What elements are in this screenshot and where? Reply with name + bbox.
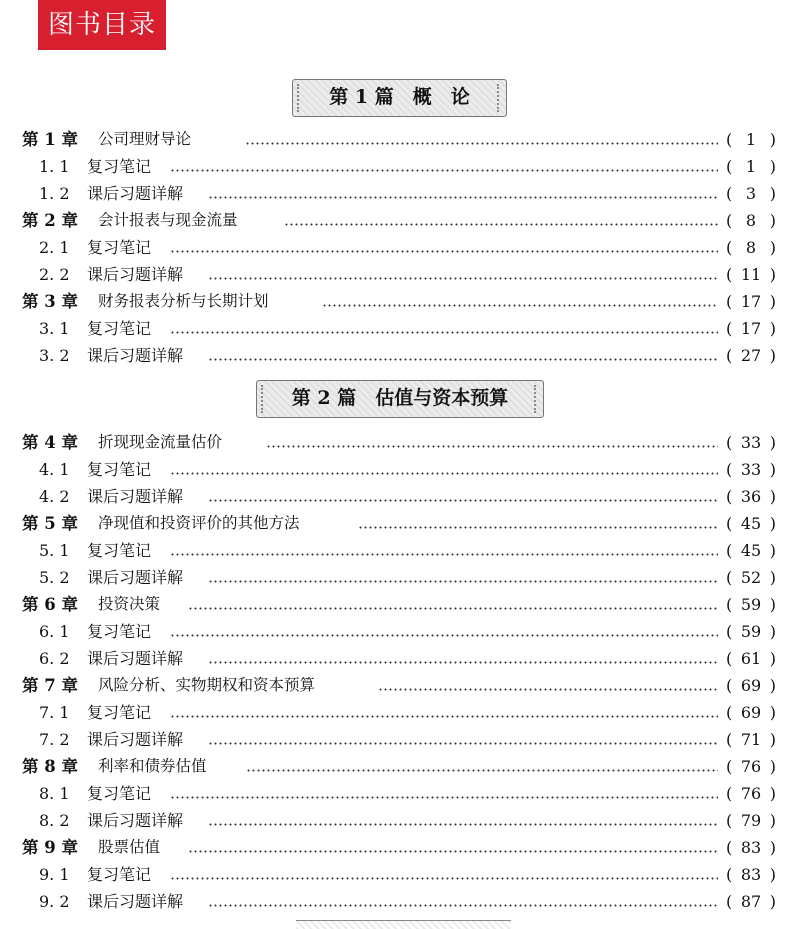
dot-leader xyxy=(170,877,718,880)
toc-section-row[interactable]: 1. 1 复习笔记 ( 1 ) xyxy=(0,153,790,180)
toc-section-row[interactable]: 2. 1 复习笔记 ( 8 ) xyxy=(0,234,790,261)
toc-section-row[interactable]: 7. 2 课后习题详解 ( 71 ) xyxy=(0,726,790,753)
section-number: 4. 2 xyxy=(39,487,70,506)
section-number: 2. 1 xyxy=(39,238,70,257)
dot-leader xyxy=(170,169,718,172)
dot-leader xyxy=(208,823,718,826)
toc-chapter-row[interactable]: 第 7 章 风险分析、实物期权和资本预算 ( 69 ) xyxy=(0,672,790,699)
part-banner-title: 第 2 篇 估值与资本预算 xyxy=(291,387,509,409)
section-number: 6. 1 xyxy=(39,622,70,641)
chapter-title: 利率和债券估值 xyxy=(98,757,207,775)
section-number: 1. 1 xyxy=(39,157,70,176)
toc-section-row[interactable]: 3. 2 课后习题详解 ( 27 ) xyxy=(0,342,790,369)
section-number: 8. 1 xyxy=(39,784,70,803)
section-number: 8. 2 xyxy=(39,811,70,830)
section-number: 5. 1 xyxy=(39,541,70,560)
dot-leader xyxy=(170,796,718,799)
toc-section-row[interactable]: 5. 1 复习笔记 ( 45 ) xyxy=(0,537,790,564)
section-number: 5. 2 xyxy=(39,568,70,587)
dot-leader xyxy=(208,196,718,199)
toc-section-row[interactable]: 5. 2 课后习题详解 ( 52 ) xyxy=(0,564,790,591)
toc-section-row[interactable]: 6. 1 复习笔记 ( 59 ) xyxy=(0,618,790,645)
toc-section-row[interactable]: 2. 2 课后习题详解 ( 11 ) xyxy=(0,261,790,288)
dot-leader xyxy=(208,499,718,502)
dot-leader xyxy=(358,526,718,529)
section-number: 1. 2 xyxy=(39,184,70,203)
dot-leader xyxy=(170,553,718,556)
toc-section-row[interactable]: 8. 2 课后习题详解 ( 79 ) xyxy=(0,807,790,834)
toc-chapter-row[interactable]: 第 8 章 利率和债券估值 ( 76 ) xyxy=(0,753,790,780)
chapter-title: 公司理财导论 xyxy=(98,130,192,148)
toc-section-row[interactable]: 7. 1 复习笔记 ( 69 ) xyxy=(0,699,790,726)
chapter-number: 第 3 章 xyxy=(22,292,78,311)
dot-leader xyxy=(170,250,718,253)
dot-leader xyxy=(170,331,718,334)
chapter-number: 第 2 章 xyxy=(22,211,78,230)
chapter-number: 第 7 章 xyxy=(22,676,78,695)
section-title: 复习笔记 xyxy=(87,157,152,176)
toc-chapter-row[interactable]: 第 1 章 公司理财导论 ( 1 ) xyxy=(0,126,790,153)
section-title: 课后习题详解 xyxy=(87,184,184,203)
chapter-title: 财务报表分析与长期计划 xyxy=(98,292,269,310)
section-number: 9. 1 xyxy=(39,865,70,884)
toc-chapter-row[interactable]: 第 6 章 投资决策 ( 59 ) xyxy=(0,591,790,618)
section-number: 7. 2 xyxy=(39,730,70,749)
section-title: 课后习题详解 xyxy=(87,568,184,587)
dot-leader xyxy=(266,445,718,448)
section-number: 4. 1 xyxy=(39,460,70,479)
dot-leader xyxy=(208,580,718,583)
section-title: 复习笔记 xyxy=(87,622,152,641)
section-title: 复习笔记 xyxy=(87,238,152,257)
toc-chapter-row[interactable]: 第 3 章 财务报表分析与长期计划 ( 17 ) xyxy=(0,288,790,315)
dot-leader xyxy=(208,277,718,280)
section-title: 复习笔记 xyxy=(87,541,152,560)
section-number: 6. 2 xyxy=(39,649,70,668)
section-title: 复习笔记 xyxy=(87,319,152,338)
part-banner xyxy=(292,79,507,117)
chapter-number: 第 1 章 xyxy=(22,130,78,149)
section-title: 课后习题详解 xyxy=(87,811,184,830)
dot-leader xyxy=(246,769,718,772)
dot-leader xyxy=(284,223,718,226)
toc-chapter-row[interactable]: 第 2 章 会计报表与现金流量 ( 8 ) xyxy=(0,207,790,234)
dot-leader xyxy=(245,142,718,145)
toc-chapter-row[interactable]: 第 4 章 折现现金流量估价 ( 33 ) xyxy=(0,429,790,456)
dot-leader xyxy=(322,304,718,307)
dot-leader xyxy=(170,634,718,637)
toc-section-row[interactable]: 6. 2 课后习题详解 ( 61 ) xyxy=(0,645,790,672)
section-number: 3. 2 xyxy=(39,346,70,365)
dot-leader xyxy=(188,850,718,853)
header-label: 图书目录 xyxy=(47,10,156,40)
chapter-title: 股票估值 xyxy=(98,838,161,856)
dot-leader xyxy=(378,688,718,691)
toc-section-row[interactable]: 8. 1 复习笔记 ( 76 ) xyxy=(0,780,790,807)
section-number: 9. 2 xyxy=(39,892,70,911)
dot-leader xyxy=(170,472,718,475)
section-title: 复习笔记 xyxy=(87,865,152,884)
section-number: 2. 2 xyxy=(39,265,70,284)
toc-section-row[interactable]: 1. 2 课后习题详解 ( 3 ) xyxy=(0,180,790,207)
header-tab xyxy=(38,0,166,50)
section-title: 复习笔记 xyxy=(87,784,152,803)
chapter-title: 风险分析、实物期权和资本预算 xyxy=(98,676,316,694)
toc-section-row[interactable]: 9. 2 课后习题详解 ( 87 ) xyxy=(0,888,790,915)
part-banner-title: 第 1 篇 概 论 xyxy=(329,86,470,108)
section-title: 课后习题详解 xyxy=(87,487,184,506)
chapter-title: 会计报表与现金流量 xyxy=(98,211,238,229)
dot-leader xyxy=(208,661,718,664)
section-title: 课后习题详解 xyxy=(87,649,184,668)
chapter-number: 第 6 章 xyxy=(22,595,78,614)
section-number: 7. 1 xyxy=(39,703,70,722)
chapter-title: 投资决策 xyxy=(98,595,161,613)
part-banner xyxy=(256,380,544,418)
toc-section-row[interactable]: 9. 1 复习笔记 ( 83 ) xyxy=(0,861,790,888)
chapter-title: 折现现金流量估价 xyxy=(98,433,223,451)
toc-section-row[interactable]: 3. 1 复习笔记 ( 17 ) xyxy=(0,315,790,342)
section-title: 复习笔记 xyxy=(87,703,152,722)
toc-chapter-row[interactable]: 第 9 章 股票估值 ( 83 ) xyxy=(0,834,790,861)
dot-leader xyxy=(208,742,718,745)
section-title: 复习笔记 xyxy=(87,460,152,479)
dot-leader xyxy=(188,607,718,610)
section-title: 课后习题详解 xyxy=(87,346,184,365)
section-title: 课后习题详解 xyxy=(87,730,184,749)
chapter-title: 净现值和投资评价的其他方法 xyxy=(98,514,300,532)
chapter-number: 第 8 章 xyxy=(22,757,78,776)
dot-leader xyxy=(208,904,718,907)
chapter-number: 第 5 章 xyxy=(22,514,78,533)
toc-chapter-row[interactable]: 第 5 章 净现值和投资评价的其他方法 ( 45 ) xyxy=(0,510,790,537)
toc-section-row[interactable]: 4. 1 复习笔记 ( 33 ) xyxy=(0,456,790,483)
dot-leader xyxy=(208,358,718,361)
section-title: 课后习题详解 xyxy=(87,265,184,284)
chapter-number: 第 4 章 xyxy=(22,433,78,452)
section-title: 课后习题详解 xyxy=(87,892,184,911)
section-number: 3. 1 xyxy=(39,319,70,338)
toc-section-row[interactable]: 4. 2 课后习题详解 ( 36 ) xyxy=(0,483,790,510)
dot-leader xyxy=(170,715,718,718)
chapter-number: 第 9 章 xyxy=(22,838,78,857)
